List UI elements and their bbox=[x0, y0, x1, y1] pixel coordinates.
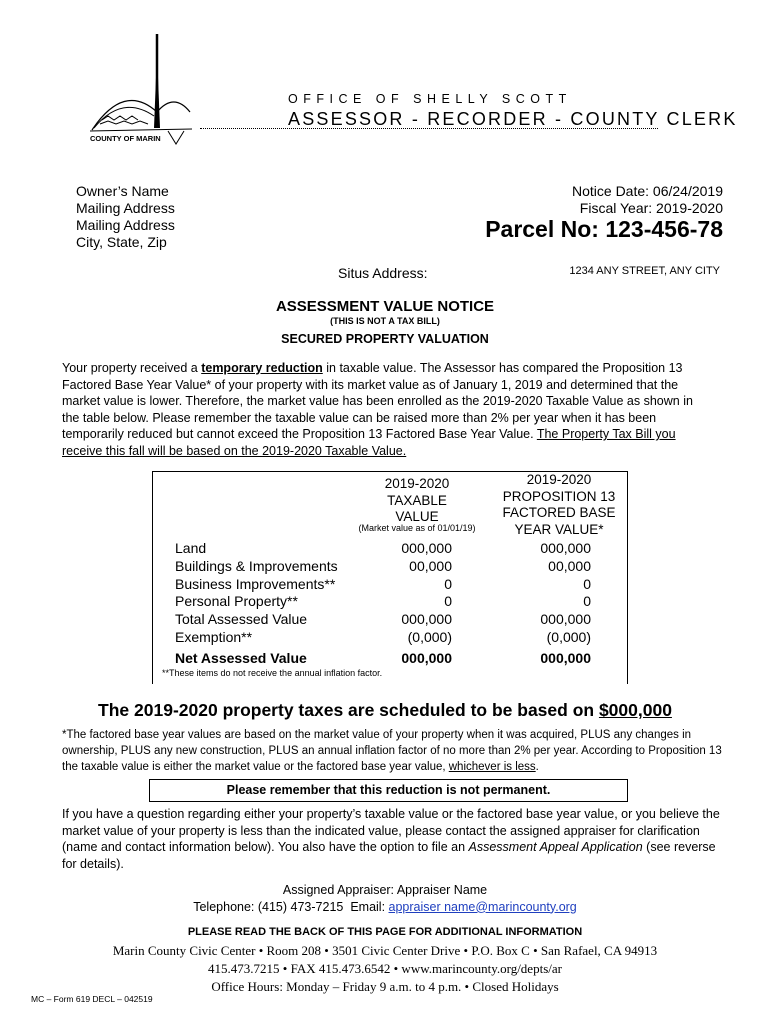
temporary-reduction: temporary reduction bbox=[201, 361, 323, 375]
fiscal-year: Fiscal Year: 2019-2020 bbox=[579, 200, 723, 216]
county-of-marin-logo bbox=[84, 32, 194, 147]
appraiser-name: Assigned Appraiser: Appraiser Name bbox=[282, 883, 488, 897]
office-address: Marin County Civic Center • Room 208 • 3501 Civic Center Drive • P.O. Box C • San Rafael, CA 94913 bbox=[112, 943, 658, 958]
owner-block bbox=[76, 183, 175, 251]
mailing-address-2: Mailing Address bbox=[76, 217, 175, 233]
read-back-notice: PLEASE READ THE BACK OF THIS PAGE FOR ADDITIONAL INFORMATION bbox=[187, 926, 583, 938]
office-address-block bbox=[0, 942, 770, 996]
taxable-land: 000,000 bbox=[401, 540, 452, 556]
contact-paragraph: If you have a question regarding either your property’s taxable value or the factored base year value, or you believe the market value of your property is less than the indicated value, please contact the assigned appraiser for clarification (name and contact information below). You also have the option to file an Assessment Appeal Application (see reverse for details). bbox=[62, 807, 720, 871]
row-label-personal: Personal Property** bbox=[175, 593, 298, 609]
taxable-personal: 0 bbox=[444, 593, 452, 609]
office-phone-web: 415.473.7215 • FAX 415.473.6542 • www.marincounty.org/depts/ar bbox=[208, 961, 562, 976]
row-label-net: Net Assessed Value bbox=[175, 650, 307, 666]
prop13-land: 000,000 bbox=[540, 540, 591, 556]
parcel-number: Parcel No: 123-456-78 bbox=[485, 216, 723, 242]
whichever-is-less: whichever is less bbox=[448, 761, 536, 773]
tax-basis-amount: $000,000 bbox=[598, 700, 672, 720]
mailing-address-1: Mailing Address bbox=[76, 200, 175, 216]
office-line: OFFICE OF SHELLY SCOTT bbox=[288, 92, 572, 106]
row-label-total: Total Assessed Value bbox=[175, 611, 308, 627]
appraiser-telephone: Telephone: (415) 473-7215 bbox=[193, 899, 344, 914]
notice-date: Notice Date: 06/24/2019 bbox=[572, 183, 723, 199]
taxable-net: 000,000 bbox=[401, 650, 452, 666]
notice-block bbox=[572, 183, 723, 217]
taxable-value-header: 2019-2020 TAXABLE VALUE bbox=[384, 476, 450, 524]
market-value-note: (Market value as of 01/01/19) bbox=[358, 523, 476, 533]
taxable-exemption: (0,000) bbox=[407, 629, 452, 645]
intro-paragraph: Your property received a temporary reduction in taxable value. The Assessor has compared the Proposition 13 Factored Base Year Value* of your property with its market value as of January 1, 2019 and determined that the market value is lower. Therefore, the market value has been enrolled as the 2019-2020 Taxable Value as shown in the table below. Please remember the taxable value can be raised more than 2% per year when it has been temporarily reduced but cannot exceed the Proposition 13 Factored Base Year Value. The Property Tax Bill you receive this fall will be based on the 2019-2020 Taxable Value. bbox=[62, 361, 693, 458]
appraiser-email-link[interactable]: appraiser name@marincounty.org bbox=[388, 899, 577, 914]
not-tax-bill: (THIS IS NOT A TAX BILL) bbox=[330, 316, 440, 326]
tax-basis-headline: The 2019-2020 property taxes are scheduled to be based on $000,000 bbox=[98, 700, 672, 720]
row-label-exemption: Exemption** bbox=[175, 629, 253, 645]
dept-line: ASSESSOR - RECORDER - COUNTY CLERK bbox=[288, 109, 738, 129]
appraiser-contact: Assigned Appraiser: Appraiser Name Telephone: (415) 473-7215 Email: appraiser name@marincounty.org bbox=[0, 882, 770, 915]
prop13-exemption: (0,000) bbox=[546, 629, 591, 645]
row-label-land: Land bbox=[175, 540, 207, 556]
appeal-application: Assessment Appeal Application bbox=[468, 840, 643, 855]
prop13-total: 000,000 bbox=[540, 611, 591, 627]
notice-title: ASSESSMENT VALUE NOTICE bbox=[275, 298, 495, 315]
form-code: MC – Form 619 DECL – 042519 bbox=[31, 994, 153, 1004]
prop13-personal: 0 bbox=[583, 593, 591, 609]
logo-caption: COUNTY OF MARIN bbox=[90, 134, 161, 143]
reminder-box: Please remember that this reduction is not permanent. bbox=[149, 779, 628, 802]
prop13-buildings: 00,000 bbox=[548, 558, 591, 574]
situs-address: 1234 ANY STREET, ANY CITY bbox=[569, 265, 720, 277]
taxable-total: 000,000 bbox=[401, 611, 452, 627]
prop13-business: 0 bbox=[583, 576, 591, 592]
row-label-business: Business Improvements** bbox=[175, 576, 336, 592]
table-footnote: **These items do not receive the annual inflation factor. bbox=[162, 668, 383, 678]
city-state-zip: City, State, Zip bbox=[76, 234, 167, 250]
taxable-buildings: 00,000 bbox=[409, 558, 452, 574]
factored-base-paragraph: *The factored base year values are based on the market value of your property when it was acquired, PLUS any changes in ownership, PLUS any new construction, PLUS an annual inflation factor of no more than 2% per year. According to Proposition 13 the taxable value is either the market value or the factored base year value, whichever is less. bbox=[62, 729, 722, 773]
header-divider bbox=[200, 128, 658, 129]
section-title: SECURED PROPERTY VALUATION bbox=[281, 332, 489, 346]
prop13-header: 2019-2020 PROPOSITION 13 FACTORED BASE YEAR VALUE* bbox=[502, 472, 616, 537]
office-hours: Office Hours: Monday – Friday 9 a.m. to 4 p.m. • Closed Holidays bbox=[211, 979, 559, 994]
tax-bill-statement: The Property Tax Bill you receive this fall will be based on the 2019-2020 Taxable Value. bbox=[62, 427, 676, 458]
prop13-net: 000,000 bbox=[540, 650, 591, 666]
situs-label: Situs Address: bbox=[338, 265, 428, 281]
row-label-buildings: Buildings & Improvements bbox=[175, 558, 338, 574]
owner-name: Owner’s Name bbox=[76, 183, 169, 199]
taxable-business: 0 bbox=[444, 576, 452, 592]
